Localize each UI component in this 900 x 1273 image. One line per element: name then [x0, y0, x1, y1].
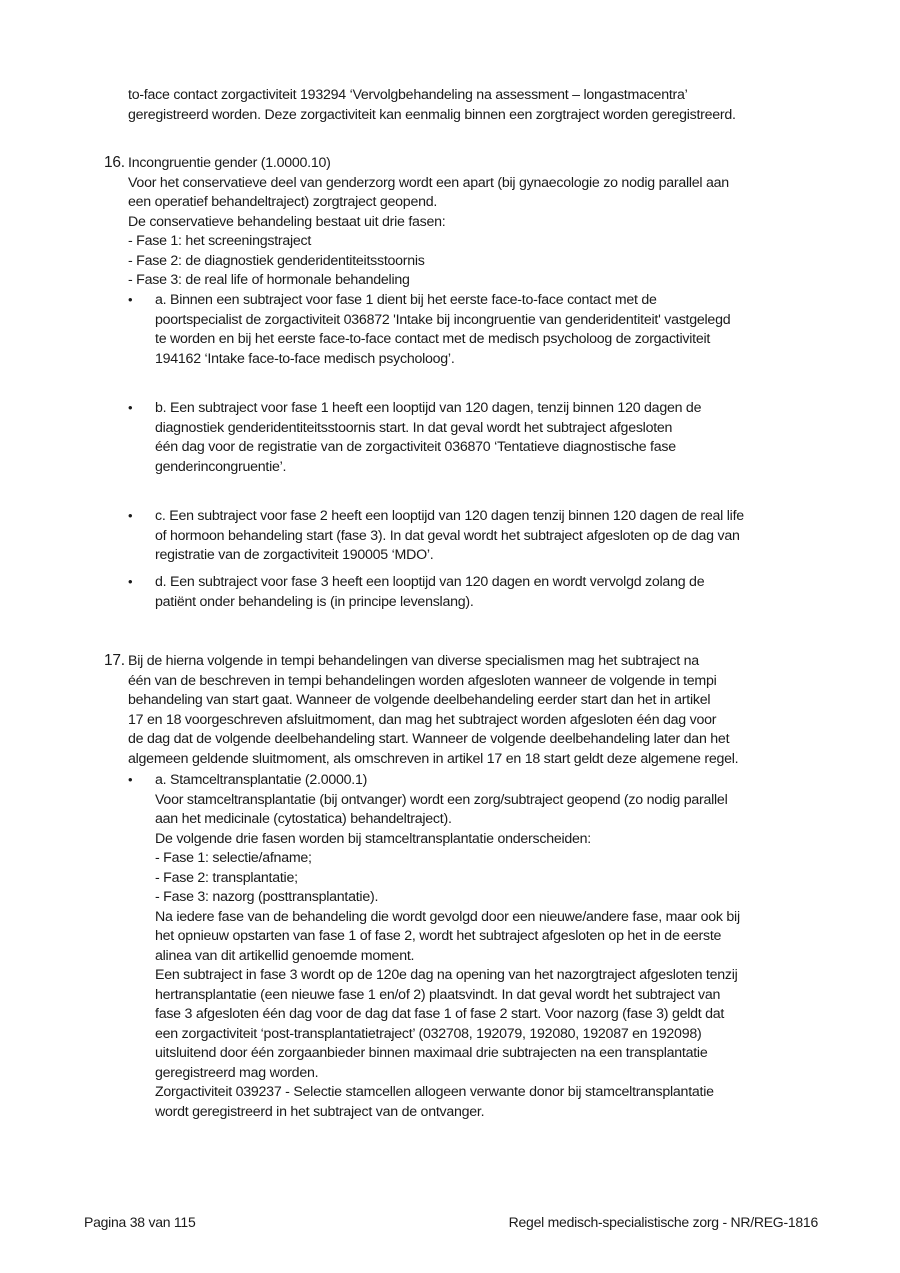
item-16-intro [128, 154, 729, 291]
text-line: 17 en 18 voorgeschreven afsluitmoment, dan mag het subtraject worden afgesloten één dag voor [128, 711, 717, 728]
document-title-footer: Regel medisch-specialistische zorg - NR/REG-1816 [508, 1214, 818, 1230]
text-line: Een subtraject in fase 3 wordt op de 120e dag na opening van het nazorgtraject afgesloten tenzij [155, 967, 738, 983]
item-16-bullet-d [155, 573, 704, 612]
text-line: alinea van dit artikellid genoemde moment. [155, 947, 415, 964]
bullet-icon: • [128, 772, 133, 787]
text-line: één van de beschreven in tempi behandelingen worden afgesloten wanneer de volgende in tempi [128, 672, 717, 689]
text-line: een zorgactiviteit ‘post-transplantatietraject’ (032708, 192079, 192080, 192087 en 192098) [155, 1025, 702, 1042]
bullet-icon: • [128, 292, 133, 307]
page-number: Pagina 38 van 115 [84, 1214, 196, 1230]
item-number-17: 17. [104, 652, 125, 669]
text-line: patiënt onder behandeling is (in principe levenslang). [155, 593, 474, 610]
text-line: d. Een subtraject voor fase 3 heeft een looptijd van 120 dagen en wordt vervolgd zolang de [155, 574, 705, 590]
text-line: geregistreerd mag worden. [155, 1064, 319, 1081]
bullet-icon: • [128, 508, 133, 523]
text-line: De volgende drie fasen worden bij stamceltransplantatie onderscheiden: [155, 830, 591, 847]
text-line: wordt geregistreerd in het subtraject van de ontvanger. [155, 1103, 485, 1120]
item-17-intro [128, 652, 738, 769]
phase-line: - Fase 1: selectie/afname; [155, 850, 312, 866]
text-line: c. Een subtraject voor fase 2 heeft een looptijd van 120 dagen tenzij binnen 120 dagen de real life [155, 508, 744, 524]
text-line: aan het medicinale (cytostatica) behandeltraject). [155, 811, 452, 827]
phase-line: - Fase 3: nazorg (posttransplantatie). [155, 889, 379, 905]
item-17-bullet-a [155, 771, 740, 1122]
text-line: of hormoon behandeling start (fase 3). In dat geval wordt het subtraject afgesloten op de dag van [155, 527, 740, 544]
text-line: genderincongruentie’. [155, 458, 287, 475]
text-line: een operatief behandeltraject) zorgtraject geopend. [128, 194, 438, 210]
phase-line: - Fase 1: het screeningstraject [128, 233, 312, 249]
text-line: het opnieuw opstarten van fase 1 of fase 2, wordt het subtraject afgesloten op het in de eerste [155, 928, 722, 944]
continuation-paragraph [128, 86, 736, 125]
phase-line: - Fase 2: de diagnostiek genderidentiteitsstoornis [128, 252, 425, 269]
text-line: Zorgactiviteit 039237 - Selectie stamcellen allogeen verwante donor bij stamceltransplantatie [155, 1084, 714, 1100]
item-16-title: Incongruentie gender (1.0000.10) [128, 155, 331, 171]
text-line: uitsluitend door één zorgaanbieder binnen maximaal drie subtrajecten na een transplantatie [155, 1045, 708, 1061]
item-16-bullet-c [155, 507, 744, 566]
text-line: diagnostiek genderidentiteitsstoornis start. In dat geval wordt het subtraject afgesloten [155, 419, 673, 436]
text-line: Voor het conservatieve deel van genderzorg wordt een apart (bij gynaecologie zo nodig parallel aan [128, 174, 729, 191]
phase-line: - Fase 2: transplantatie; [155, 869, 298, 886]
text-line: behandeling van start gaat. Wanneer de volgende deelbehandeling eerder start dan het in artikel [128, 692, 711, 708]
subsection-title: a. Stamceltransplantatie (2.0000.1) [155, 772, 368, 788]
bullet-icon: • [128, 400, 133, 415]
text-line: Voor stamceltransplantatie (bij ontvanger) wordt een zorg/subtraject geopend (zo nodig parallel [155, 791, 728, 808]
text-line: to-face contact zorgactiviteit 193294 ‘Vervolgbehandeling na assessment – longastmacentra’ [128, 87, 688, 103]
text-line: poortspecialist de zorgactiviteit 036872 'Intake bij incongruentie van genderidentiteit' vastgelegd [155, 311, 731, 328]
text-line: a. Binnen een subtraject voor fase 1 dient bij het eerste face-to-face contact met de [155, 292, 657, 308]
text-line: Na iedere fase van de behandeling die wordt gevolgd door een nieuwe/andere fase, maar ook bij [155, 908, 740, 925]
text-line: te worden en bij het eerste face-to-face contact met de medisch psycholoog de zorgactiviteit [155, 331, 711, 347]
text-line: De conservatieve behandeling bestaat uit drie fasen: [128, 213, 446, 230]
text-line: algemeen geldende sluitmoment, als omschreven in artikel 17 en 18 start geldt deze algemene regel. [128, 750, 739, 767]
text-line: één dag voor de registratie van de zorgactiviteit 036870 ‘Tentatieve diagnostische fase [155, 439, 676, 455]
phase-line: - Fase 3: de real life of hormonale behandeling [128, 272, 410, 288]
text-line: fase 3 afgesloten één dag voor de dag dat fase 1 of fase 2 start. Voor nazorg (fase 3) geldt dat [155, 1006, 725, 1022]
text-line: de dag dat de volgende deelbehandeling start. Wanneer de volgende deelbehandeling later dan het [128, 731, 730, 747]
text-line: b. Een subtraject voor fase 1 heeft een looptijd van 120 dagen, tenzij binnen 120 dagen de [155, 400, 702, 416]
bullet-icon: • [128, 574, 133, 589]
item-number-16: 16. [104, 154, 125, 171]
text-line: Bij de hierna volgende in tempi behandelingen van diverse specialismen mag het subtraject na [128, 653, 699, 669]
text-line: 194162 ‘Intake face-to-face medisch psycholoog’. [155, 350, 455, 367]
text-line: hertransplantatie (een nieuwe fase 1 en/of 2) plaatsvindt. In dat geval wordt het subtraject van [155, 986, 721, 1003]
item-16-bullet-a [155, 291, 730, 369]
item-16-bullet-b [155, 399, 701, 477]
text-line: geregistreerd worden. Deze zorgactiviteit kan eenmalig binnen een zorgtraject worden geregistreerd. [128, 106, 736, 123]
text-line: registratie van de zorgactiviteit 190005 ‘MDO’. [155, 547, 434, 563]
